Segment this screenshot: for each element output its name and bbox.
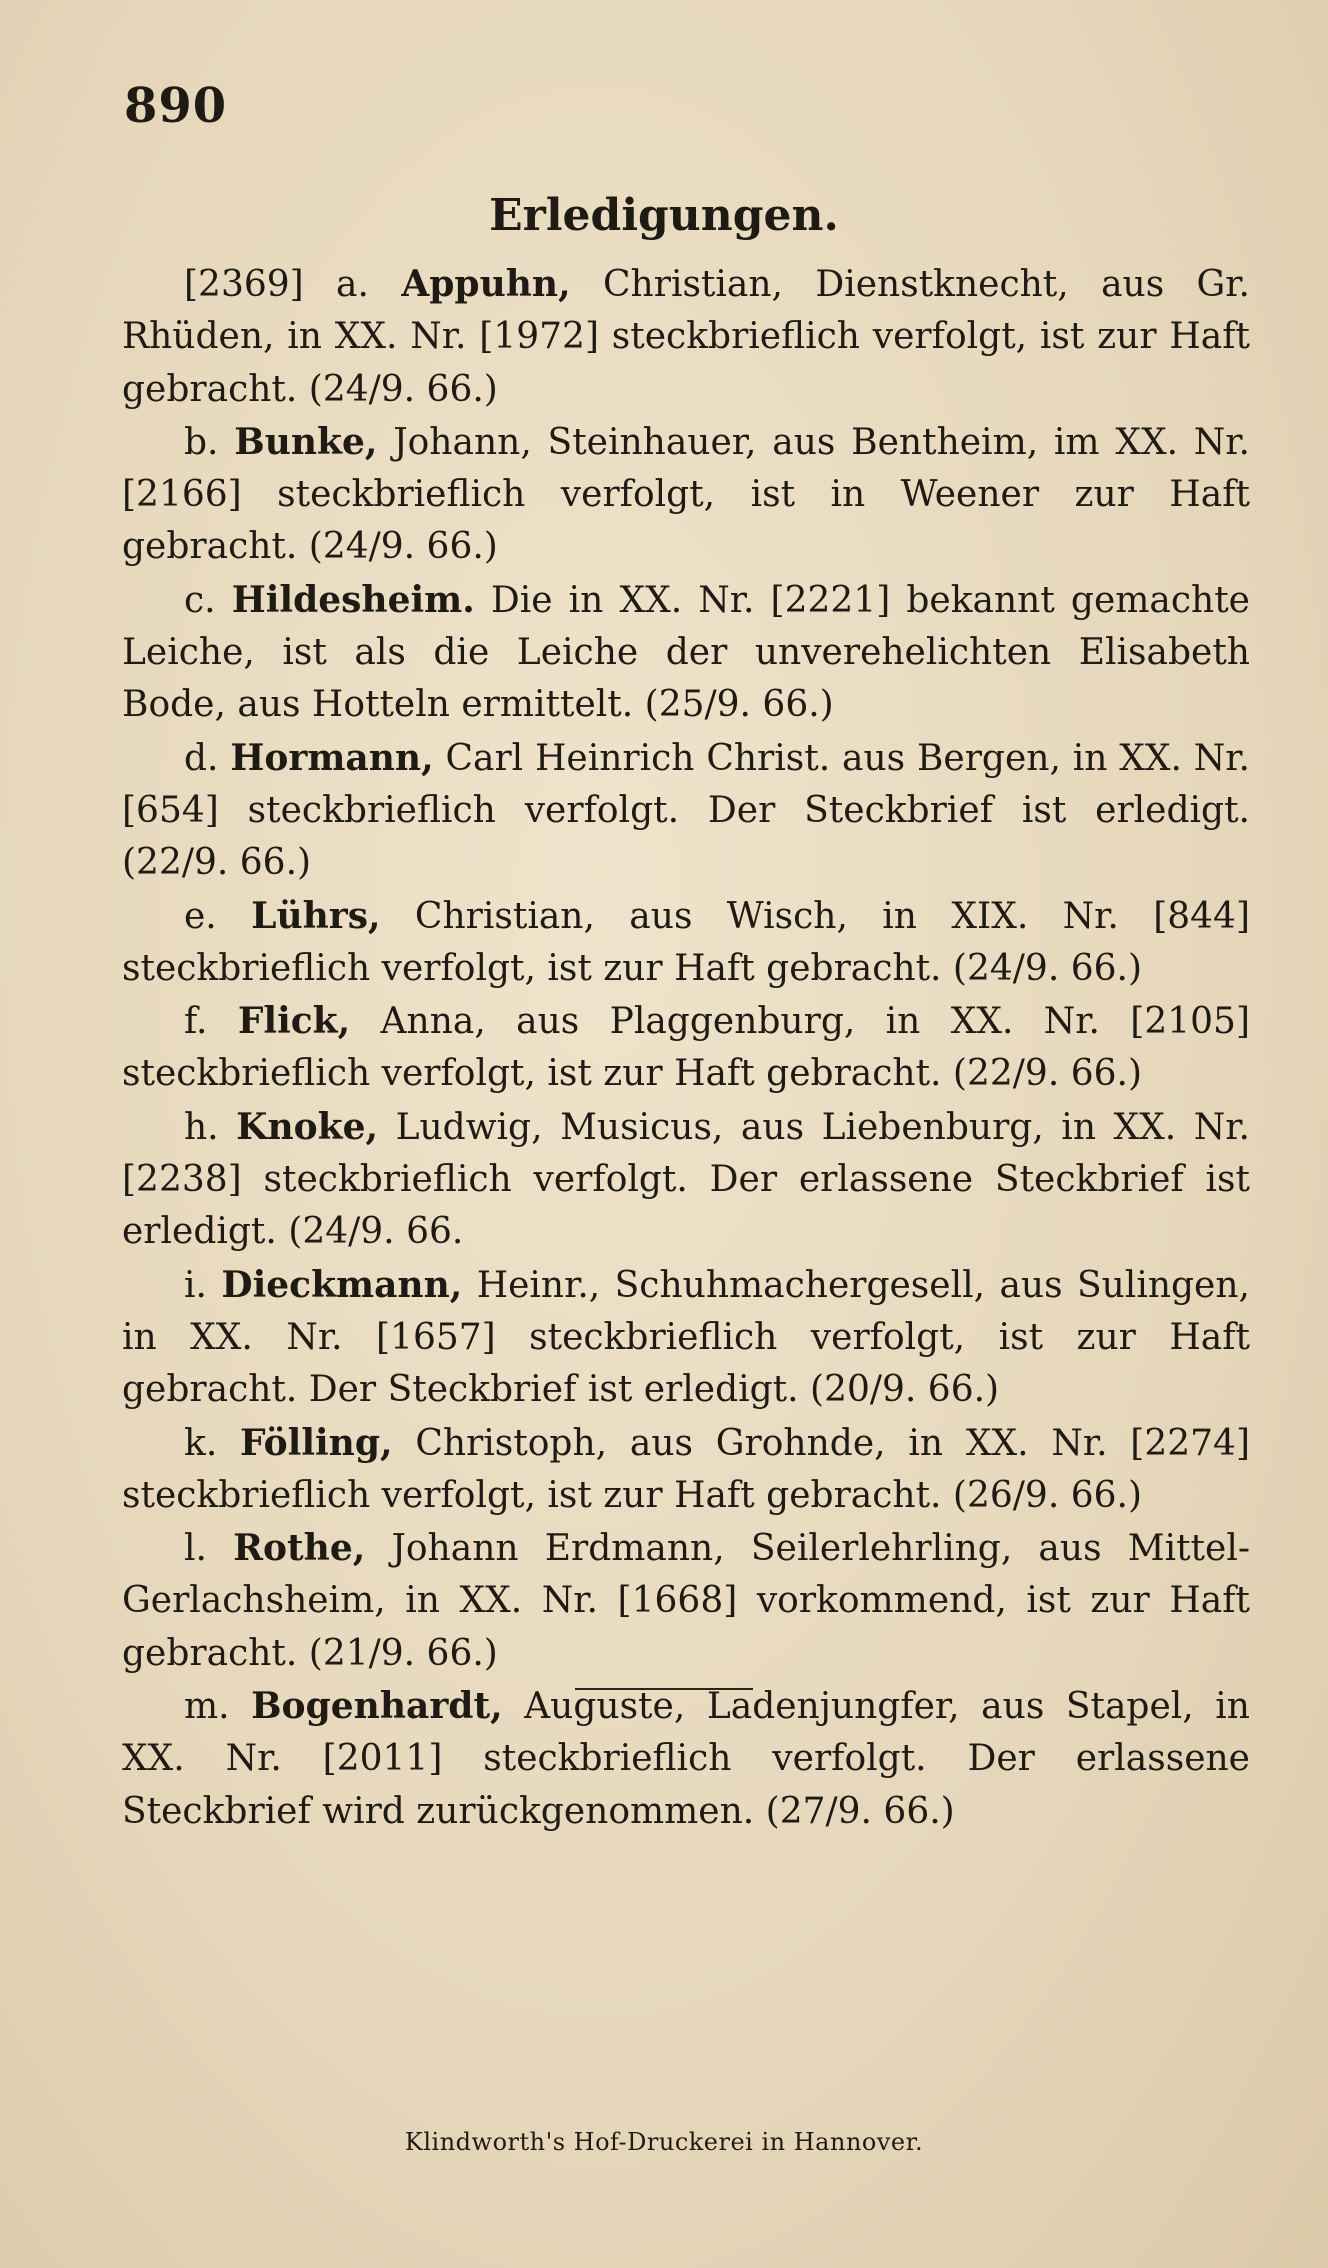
entry-name: Fölling, [240, 1421, 393, 1464]
entry-text: Johann Erdmann, Seilerlehrling, aus Mittel-Gerlachsheim, in XX. Nr. [1668] vorkommend, ist zur Haft gebracht. (21/9. 66.) [122, 1528, 1251, 1674]
entry [122, 1522, 1250, 1680]
entry [122, 1680, 1250, 1838]
entry-text: Johann, Steinhauer, aus Bentheim, im XX. Nr. [2166] steckbrieflich verfolgt, ist in Weener zur Haft gebracht. (24/9. 66.) [122, 421, 1250, 568]
entries-body [122, 258, 1250, 1838]
entry-text: Christian, aus Wisch, in XIX. Nr. [844] steckbrieflich verfolgt, ist zur Haft gebracht. (24/9. 66.) [122, 895, 1250, 989]
entry-prefix: m. [184, 1686, 252, 1728]
entry-text: Christoph, aus Grohnde, in XX. Nr. [2274] steckbrieflich verfolgt, ist zur Haft gebracht. (26/9. 66.) [122, 1422, 1251, 1516]
entry [122, 1101, 1250, 1259]
entry [122, 1259, 1250, 1417]
entry-prefix: h. [184, 1106, 237, 1148]
entry-name: Hildesheim. [231, 578, 475, 621]
entry-name: Dieckmann, [221, 1263, 463, 1306]
entry-name: Bunke, [234, 420, 378, 463]
entry-text: Auguste, Ladenjungfer, aus Stapel, in XX. Nr. [2011] steckbrieflich verfolgt. Der erlassene Steckbrief wird zurückgenommen. (27/9. 66.) [122, 1686, 1250, 1832]
entry-name: Appuhn, [401, 263, 571, 305]
entry-text: Heinr., Schuhmachergesell, aus Sulingen, in XX. Nr. [1657] steckbrieflich verfolgt, ist zur Haft gebracht. Der Steckbrief ist erledigt. (20/9. 66.) [122, 1264, 1250, 1411]
entry-prefix: c. [184, 579, 232, 621]
entry-text: Die in XX. Nr. [2221] bekannt gemachte Leiche, ist als die Leiche der unverehelichten Elisabeth Bode, aus Hotteln ermittelt. (25/9. 66.) [122, 579, 1250, 726]
page-number: 890 [124, 78, 228, 134]
entry-prefix: l. [184, 1528, 234, 1570]
entry-prefix: f. [184, 1001, 238, 1043]
entry [122, 258, 1250, 416]
divider-rule [575, 1688, 753, 1690]
entry-name: Hormann, [230, 736, 434, 779]
entry-prefix: e. [184, 895, 252, 937]
entry [122, 995, 1250, 1101]
entry-prefix: k. [184, 1422, 241, 1464]
entry-name: Rothe, [233, 1527, 366, 1570]
entry-text: Carl Heinrich Christ. aus Bergen, in XX. Nr. [654] steckbrieflich verfolgt. Der Steckbrief ist erledigt. (22/9. 66.) [122, 737, 1250, 884]
printer-footer: Klindworth's Hof-Druckerei in Hannover. [404, 2128, 924, 2156]
entry-text: Christian, Dienstknecht, aus Gr. Rhüden, in XX. Nr. [1972] steckbrieflich verfolgt, ist zur Haft gebracht. (24/9. 66.) [122, 264, 1250, 410]
entry-name: Bogenhardt, [251, 1685, 503, 1728]
entry [122, 1417, 1250, 1523]
entry-name: Flick, [237, 1000, 351, 1043]
entry [122, 732, 1250, 890]
entry [122, 416, 1250, 574]
entry-prefix: [2369] a. [184, 264, 402, 305]
entry [122, 890, 1250, 996]
section-heading: Erledigungen. [489, 190, 839, 241]
entry-name: Knoke, [236, 1105, 379, 1148]
entry-text: Ludwig, Musicus, aus Liebenburg, in XX. Nr. [2238] steckbrieflich verfolgt. Der erlassene Steckbrief ist erledigt. (24/9. 66. [122, 1106, 1250, 1253]
entry-prefix: b. [184, 421, 235, 463]
entry-prefix: i. [184, 1264, 222, 1306]
entry-text: Anna, aus Plaggenburg, in XX. Nr. [2105] steckbrieflich verfolgt, ist zur Haft gebracht. (22/9. 66.) [122, 1001, 1250, 1095]
entry-prefix: d. [184, 737, 231, 779]
entry-name: Lührs, [251, 894, 381, 937]
entry [122, 574, 1250, 732]
